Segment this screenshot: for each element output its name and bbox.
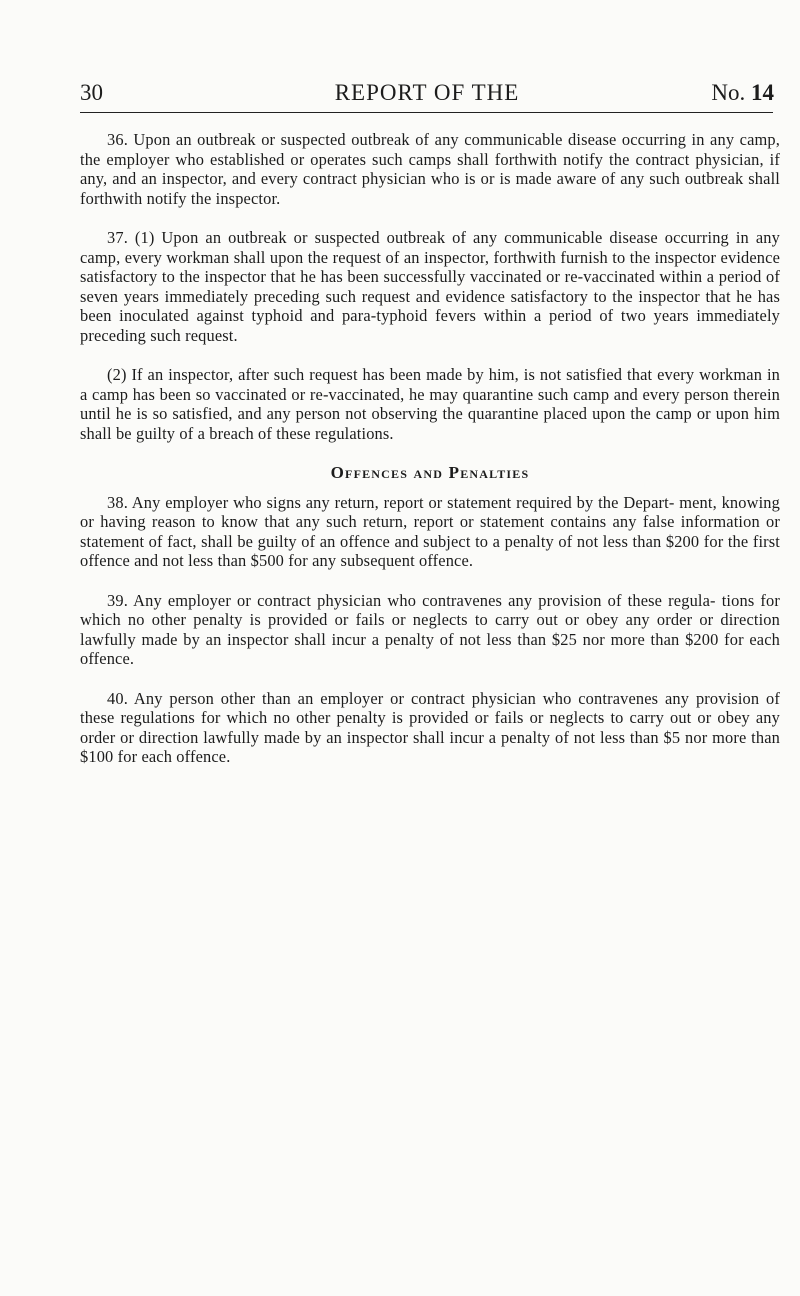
paragraph-39: 39. Any employer or contract physician who contravenes any provision of these regula- tions for which no other penalty is provided or fails or neglects to carry out or obey any order or direction lawfully made by an inspector shall incur a penalty of not less than $25 nor more than $200 for each offence. <box>80 590 780 668</box>
paragraph-36: 36. Upon an outbreak or suspected outbreak of any communicable disease occurring in any camp, the employer who established or operates such camps shall forthwith notify the contract physician, if any, and an inspector, and every contract physician who is or is made aware of any such outbreak shall forthwith notify the inspector. <box>80 130 780 208</box>
paragraph-37-2: (2) If an inspector, after such request has been made by him, is not satisfied that every workman in a camp has been so vaccinated or re-vaccinated, he may quarantine such camp and every person therein until he is so satisfied, and any person not observing the quarantine placed upon the camp or upon him shall be guilty of a breach of these regulations. <box>80 365 780 443</box>
section-heading: Offences and Penalties <box>330 463 530 482</box>
page-number: 30 <box>80 80 103 105</box>
running-title: REPORT OF THE <box>334 80 520 105</box>
paragraph-40: 40. Any person other than an employer or contract physician who contravenes any provision of these regulations for which no other penalty is provided or fails or neglects to carry out or obey any order or direction lawfully made by an inspector shall incur a penalty of not less than $5 nor more than $100 for each offence. <box>80 688 780 766</box>
paragraph-38: 38. Any employer who signs any return, report or statement required by the Depart- ment, knowing or having reason to know that any such return, report or statement contains any false information or statement of fact, shall be guilty of an offence and subject to a penalty of not less than $200 for the first offence and not less than $500 for any subsequent offence. <box>80 492 780 570</box>
header-rule <box>80 112 773 113</box>
paragraph-37-1: 37. (1) Upon an outbreak or suspected outbreak of any communicable disease occurring in any camp, every workman shall upon the request of an inspector, forthwith furnish to the inspector evidence satisfactory to the inspector that he has been successfully vaccinated or re-vaccinated within a period of seven years immediately preceding such request and evidence satisfactory to the inspector that he has been inoculated against typhoid and para-typhoid fevers within a period of two years immediately preceding such request. <box>80 228 780 345</box>
page-header <box>80 80 774 110</box>
issue-value: 14 <box>751 80 774 105</box>
document-body <box>80 130 780 787</box>
issue-prefix: No. <box>711 80 746 105</box>
issue-number <box>711 80 774 106</box>
